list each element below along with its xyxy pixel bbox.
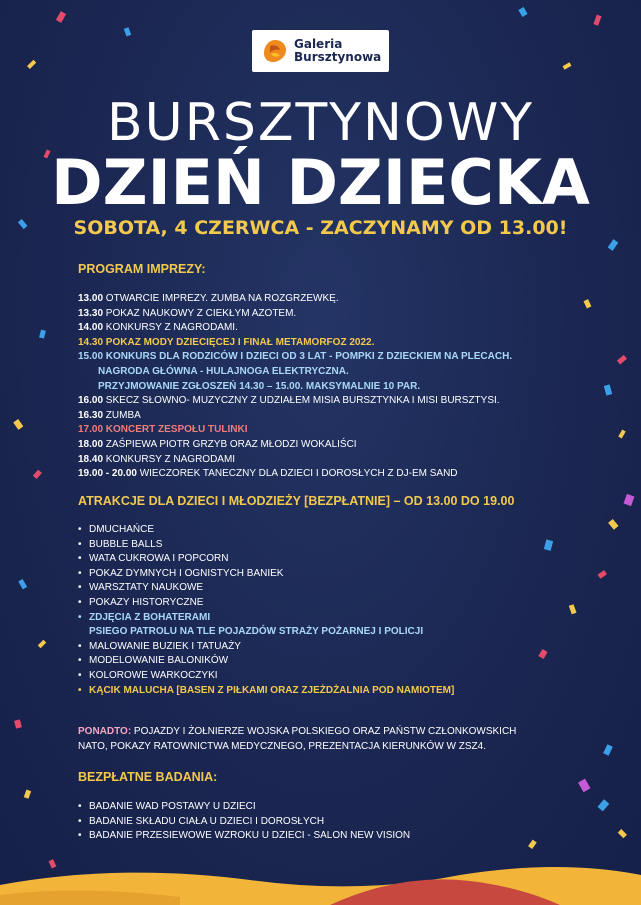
galeria-bursztynowa-logo bbox=[252, 30, 389, 72]
list-item: • WATA CUKROWA I POPCORN bbox=[78, 552, 454, 567]
program-item bbox=[78, 321, 598, 336]
badania-list bbox=[78, 800, 410, 844]
logo-line1: Galeria bbox=[294, 37, 343, 51]
badania-heading: BEZPŁATNE BADANIA: bbox=[78, 770, 218, 784]
program-time: 17.00 bbox=[78, 424, 104, 436]
title-line2: DZIEŃ DZIECKA bbox=[51, 146, 590, 219]
program-item bbox=[78, 394, 598, 409]
program-heading: PROGRAM IMPREZY: bbox=[78, 262, 206, 276]
program-item bbox=[78, 438, 598, 453]
program-text: OTWARCIE IMPREZY. ZUMBA NA ROZGRZEWKĘ. bbox=[103, 293, 339, 304]
list-item: • MALOWANIE BUZIEK I TATUAŻY bbox=[78, 640, 454, 655]
program-text: NAGRODA GŁÓWNA - HULAJNOGA ELEKTRYCZNA. bbox=[98, 365, 349, 377]
program-time: 18.40 bbox=[78, 453, 104, 465]
program-text: SKECZ SŁOWNO- MUZYCZNY Z UDZIAŁEM MISIA BURSZTYNKA I MISI BURSZTYSI. bbox=[103, 395, 500, 407]
program-item bbox=[78, 292, 598, 307]
program-time: 16.30 bbox=[78, 409, 104, 421]
program-item bbox=[78, 380, 598, 395]
list-item: • KOLOROWE WARKOCZYKI bbox=[78, 669, 454, 684]
event-date-subtitle: SOBOTA, 4 CZERWCA - ZACZYNAMY OD 13.00! bbox=[73, 217, 568, 239]
list-item: • BADANIE WAD POSTAWY U DZIECI bbox=[78, 800, 410, 815]
ponadto-label: PONADTO: bbox=[78, 726, 132, 737]
program-item bbox=[78, 307, 598, 322]
list-item: • KĄCIK MALUCHA [BASEN Z PIŁKAMI ORAZ ZJEŻDŻALNIA POD NAMIOTEM] bbox=[78, 684, 454, 699]
list-item: • POKAZY HISTORYCZNE bbox=[78, 596, 454, 611]
list-item: • MODELOWANIE BALONIKÓW bbox=[78, 654, 454, 669]
program-item bbox=[78, 453, 598, 468]
program-item bbox=[78, 423, 598, 438]
program-text: WIECZOREK TANECZNY DLA DZIECI I DOROSŁYCH Z DJ-EM SAND bbox=[136, 468, 458, 480]
program-item bbox=[78, 336, 598, 351]
list-item: • BUBBLE BALLS bbox=[78, 538, 454, 553]
attractions-heading: ATRAKCJE DLA DZIECI I MŁODZIEŻY [BEZPŁATNIE] – OD 13.00 DO 19.00 bbox=[78, 494, 515, 508]
list-item: • DMUCHAŃCE bbox=[78, 523, 454, 538]
program-text: KONKURSY Z NAGRODAMI bbox=[103, 453, 236, 465]
ponadto-line2: NATO, POKAZY RATOWNICTWA MEDYCZNEGO, PREZENTACJA KIERUNKÓW W ZSZ4. bbox=[78, 740, 486, 752]
program-time: 18.00 bbox=[78, 438, 104, 450]
program-text: PRZYJMOWANIE ZGŁOSZEŃ 14.30 – 15.00. MAKSYMALNIE 10 PAR. bbox=[98, 380, 421, 392]
attractions-list bbox=[78, 523, 454, 698]
list-item: • BADANIE PRZESIEWOWE WZROKU U DZIECI - SALON NEW VISION bbox=[78, 829, 410, 844]
title-line1: BURSZTYNOWY bbox=[106, 93, 535, 153]
ponadto-line1: POJAZDY I ŻOŁNIERZE WOJSKA POLSKIEGO ORAZ PAŃSTW CZŁONKOWSKICH bbox=[131, 726, 517, 737]
program-text: POKAZ NAUKOWY Z CIEKŁYM AZOTEM. bbox=[103, 307, 297, 319]
amber-logo-icon bbox=[262, 38, 288, 64]
program-time: 14.00 bbox=[78, 322, 104, 334]
list-item: • POKAZ DYMNYCH I OGNISTYCH BANIEK bbox=[78, 567, 454, 582]
program-time: 13.00 bbox=[78, 293, 104, 304]
list-item: • WARSZTATY NAUKOWE bbox=[78, 581, 454, 596]
list-item: • BADANIE SKŁADU CIAŁA U DZIECI I DOROSŁYCH bbox=[78, 815, 410, 830]
logo-line2: Bursztynowa bbox=[294, 50, 382, 64]
program-item bbox=[78, 365, 598, 380]
program-text: KONKURS DLA RODZICÓW I DZIECI OD 3 LAT - POMPKI Z DZIECKIEM NA PLECACH. bbox=[103, 351, 513, 363]
program-text: ZAŚPIEWA PIOTR GRZYB ORAZ MŁODZI WOKALIŚCI bbox=[103, 438, 357, 450]
bottom-decoration bbox=[0, 845, 641, 905]
program-text: ZUMBA bbox=[103, 409, 141, 421]
program-time: 14.30 bbox=[78, 336, 104, 348]
list-item: • ZDJĘCIA Z BOHATERAMI bbox=[78, 611, 454, 626]
program-item bbox=[78, 467, 598, 482]
program-time: 16.00 bbox=[78, 395, 104, 407]
program-time: 13.30 bbox=[78, 307, 104, 319]
program-item bbox=[78, 350, 598, 365]
program-time: 15.00 bbox=[78, 351, 104, 363]
list-item: PSIEGO PATROLU NA TLE POJAZDÓW STRAŻY POŻARNEJ I POLICJI bbox=[89, 626, 424, 638]
program-text: KONCERT ZESPOŁU TULINKI bbox=[103, 424, 248, 436]
program-item bbox=[78, 409, 598, 424]
program-list bbox=[78, 292, 598, 482]
ponadto-paragraph bbox=[78, 725, 558, 754]
program-text: KONKURSY Z NAGRODAMI. bbox=[103, 322, 238, 334]
logo-text bbox=[294, 38, 381, 64]
program-text: POKAZ MODY DZIECIĘCEJ I FINAŁ METAMORFOZ 2022. bbox=[103, 336, 375, 348]
program-time: 19.00 - 20.00 bbox=[78, 468, 137, 480]
